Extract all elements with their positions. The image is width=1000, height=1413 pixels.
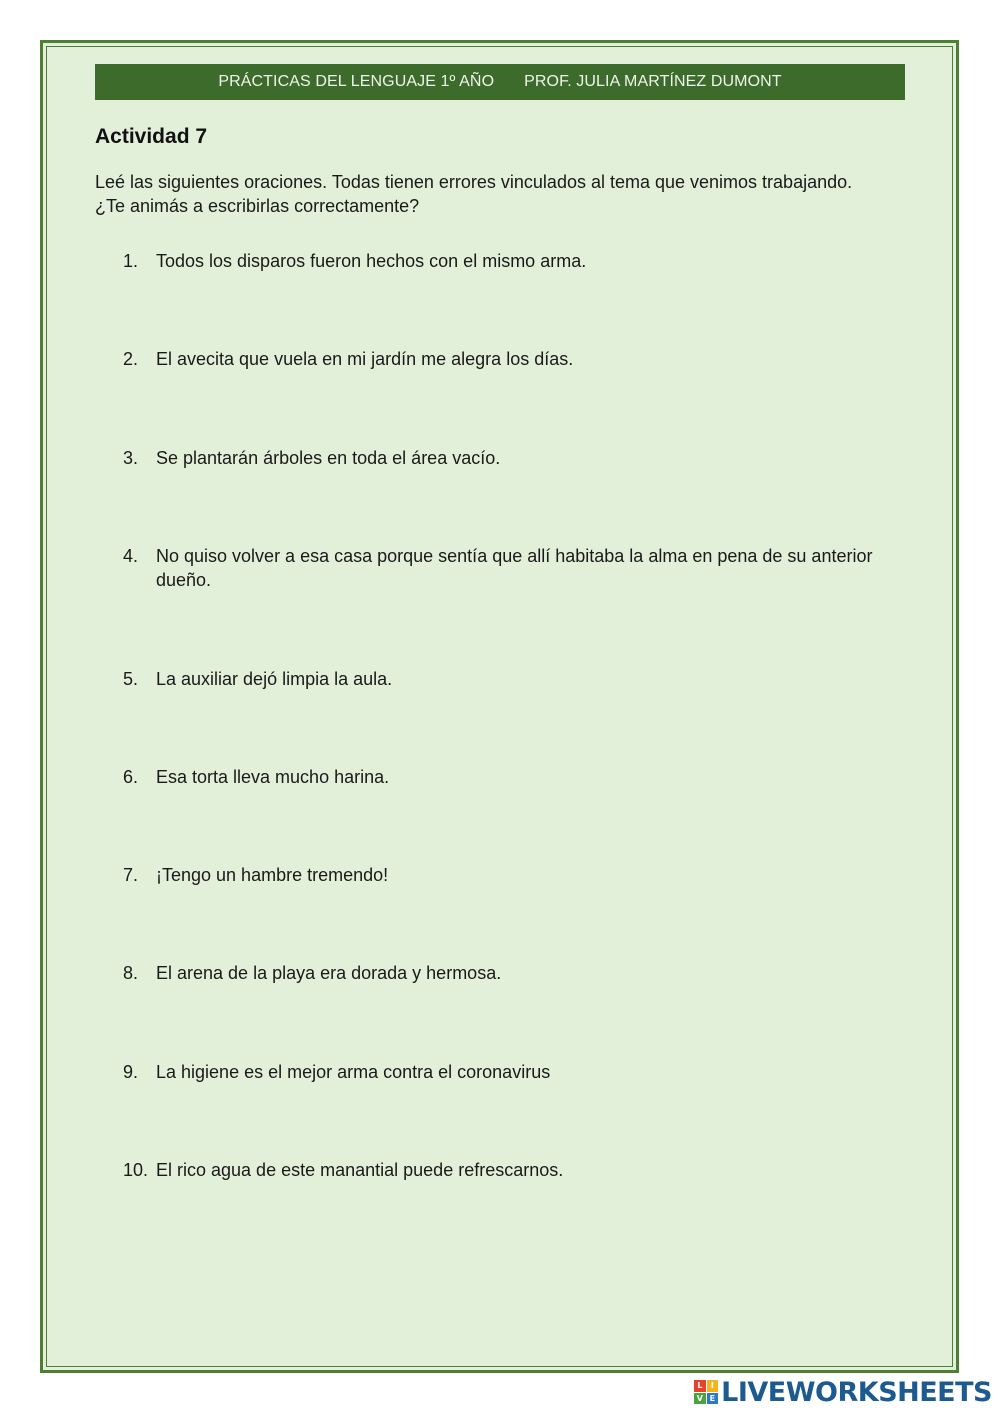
worksheet-page [40, 40, 959, 1373]
item-number: 3. [123, 448, 139, 468]
item-text: El avecita que vuela en mi jardín me alegra los días. [156, 349, 574, 369]
list-item-4 [123, 544, 913, 592]
liveworksheets-logo[interactable] [694, 1375, 992, 1409]
intro-text [95, 170, 915, 218]
list-item-6 [123, 765, 913, 789]
logo-letter-e: E [707, 1393, 719, 1405]
list-item-8 [123, 961, 913, 985]
item-number: 8. [123, 963, 139, 983]
list-item-5 [123, 667, 913, 691]
item-number: 7. [123, 865, 139, 885]
header-teacher: PROF. JULIA MARTÍNEZ DUMONT [524, 73, 782, 90]
item-text: ¡Tengo un hambre tremendo! [156, 865, 389, 885]
item-number: 5. [123, 669, 139, 689]
list-item-1 [123, 249, 913, 273]
item-number: 4. [123, 546, 139, 566]
list-item-9 [123, 1060, 913, 1084]
header-bar [95, 64, 905, 100]
item-number: 1. [123, 251, 139, 271]
list-item-2 [123, 347, 913, 371]
item-number: 6. [123, 767, 139, 787]
liveworksheets-logo-icon [694, 1380, 718, 1404]
item-text: El arena de la playa era dorada y hermosa. [156, 963, 502, 983]
intro-line-2: ¿Te animás a escribirlas correctamente? [95, 196, 420, 216]
item-text: El rico agua de este manantial puede refrescarnos. [156, 1160, 564, 1180]
logo-letter-l: L [694, 1380, 706, 1392]
item-text: No quiso volver a esa casa porque sentía que allí habitaba la alma en pena de su anterior dueño. [156, 546, 873, 590]
list-item-7 [123, 863, 913, 887]
item-text: Se plantarán árboles en toda el área vacío. [156, 448, 501, 468]
header-subject: PRÁCTICAS DEL LENGUAJE 1º AÑO [218, 73, 495, 90]
logo-wordmark: LIVEWORKSHEETS [721, 1376, 992, 1408]
item-number: 9. [123, 1062, 139, 1082]
activity-title: Actividad 7 [95, 125, 208, 148]
item-number: 2. [123, 349, 139, 369]
list-item-10 [123, 1158, 913, 1182]
logo-letter-i: I [707, 1380, 719, 1392]
logo-letter-v: V [694, 1393, 706, 1405]
item-text: Esa torta lleva mucho harina. [156, 767, 390, 787]
item-number: 10. [123, 1160, 149, 1180]
item-text: Todos los disparos fueron hechos con el mismo arma. [156, 251, 587, 271]
list-item-3 [123, 446, 913, 470]
item-text: La auxiliar dejó limpia la aula. [156, 669, 393, 689]
intro-line-1: Leé las siguientes oraciones. Todas tienen errores vinculados al tema que venimos trabajando. [95, 172, 853, 192]
item-text: La higiene es el mejor arma contra el coronavirus [156, 1062, 551, 1082]
